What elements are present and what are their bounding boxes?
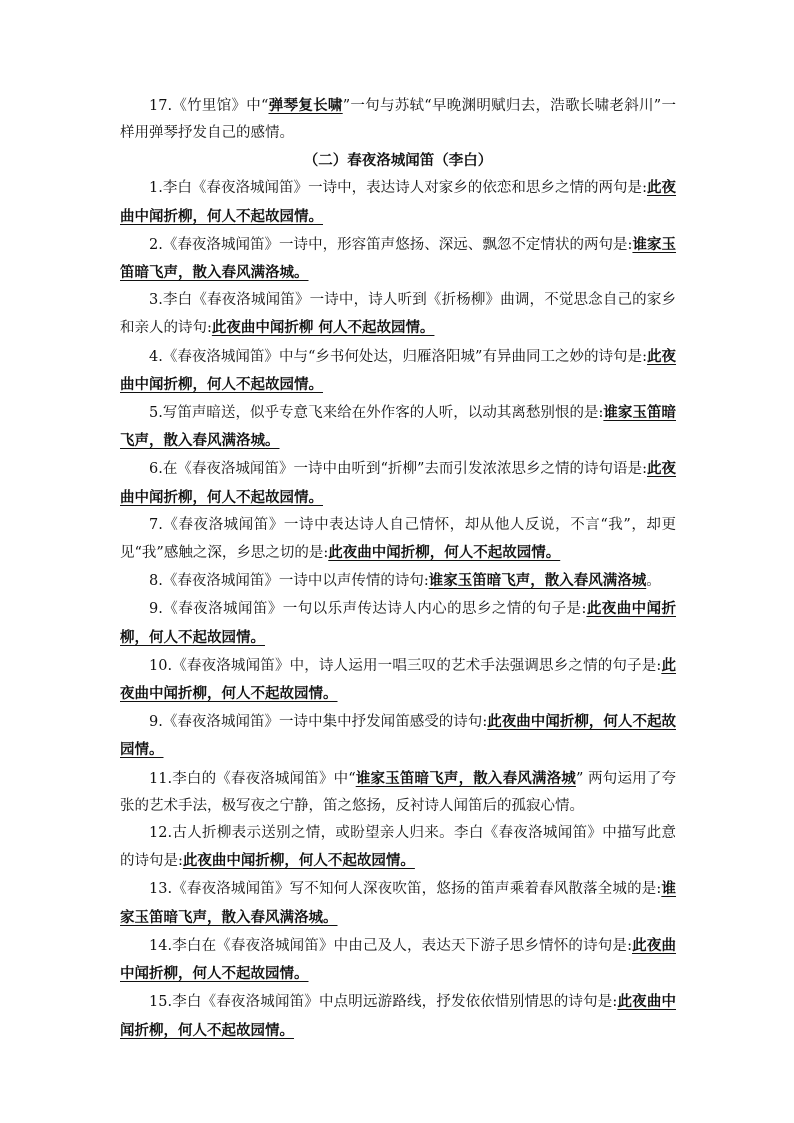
- answer-text: 谁家玉笛暗飞声，散入春风满洛城。: [120, 404, 676, 450]
- question-item: [120, 231, 676, 287]
- question-text: 11.李白的《春夜洛城闻笛》中“: [149, 770, 356, 787]
- question-item: [120, 92, 676, 147]
- answer-text: 此夜曲中闻折柳，何人不起故园情。: [120, 656, 677, 703]
- question-item: [120, 512, 676, 567]
- question-item: [120, 174, 676, 230]
- question-text: 13.《春夜洛城闻笛》写不知何人深夜吹笛，悠扬的笛声乘着春风散落全城的是:: [149, 881, 662, 898]
- question-text: 5.写笛声暗送，似乎专意飞来给在外作客的人听，以动其离愁别恨的是:: [149, 405, 604, 422]
- answer-text: 此夜曲中闻折柳，何人不起故园情。: [182, 852, 415, 870]
- question-item: [120, 988, 676, 1044]
- answer-text: 此夜曲中闻折柳 何人不起故园情。: [211, 319, 435, 337]
- question-text: 8.《春夜洛城闻笛》一诗中以声传情的诗句:: [149, 573, 429, 590]
- question-item: [120, 455, 676, 511]
- question-text: 12.古人折柳表示送别之情，或盼望亲人归来。李白《春夜洛城闻笛》中描写此意的诗句是:: [120, 825, 676, 870]
- section-heading: （二）春夜洛城闻笛（李白）: [303, 152, 493, 170]
- question-text: 9.《春夜洛城闻笛》一诗中集中抒发闻笛感受的诗句:: [149, 714, 488, 731]
- question-text-tail: 。: [646, 573, 661, 590]
- answer-text: 谁家玉笛暗飞声，散入春风满洛城。: [120, 235, 677, 282]
- question-item: [120, 652, 676, 708]
- question-text: 2.《春夜洛城闻笛》一诗中，形容笛声悠扬、深远、飘忽不定情状的两句是:: [149, 236, 633, 253]
- answer-text: 谁家玉笛暗飞声，散入春风满洛城。: [120, 880, 677, 926]
- answer-text: 此夜曲中闻折柳，何人不起故园情。: [120, 713, 676, 759]
- question-text: 3.李白《春夜洛城闻笛》一诗中，诗人听到《折杨柳》曲调，不觉思念自己的家乡和亲人的诗句:: [120, 292, 676, 337]
- answer-text: 此夜曲中闻折柳，何人不起故园情。: [328, 544, 561, 562]
- question-item: [120, 343, 676, 399]
- answer-text: 谁家玉笛暗飞声，散入春风满洛城: [355, 769, 576, 787]
- question-text: 17.《竹里馆》中“: [149, 98, 269, 114]
- answer-text: 此夜曲中闻折柳，何人不起故园情。: [120, 936, 677, 983]
- question-text-tail: ” 两句运用了夸张的艺术手法，极写夜之宁静，笛之悠扬，反衬诗人闻笛后的孤寂心情。: [120, 770, 676, 814]
- question-text: 4.《春夜洛城闻笛》中与“乡书何处达，归雁洛阳城”有异曲同工之妙的诗句是:: [149, 348, 647, 365]
- question-text: 14.李白在《春夜洛城闻笛》中由己及人，表达天下游子思乡情怀的诗句是:: [149, 937, 632, 954]
- question-item: [120, 820, 676, 875]
- answer-text: 此夜曲中闻折柳，何人不起故园情。: [120, 179, 677, 225]
- document-body: [120, 92, 676, 1045]
- question-item: [120, 287, 676, 342]
- question-text-tail: ”一句与苏轼“早晚渊明赋归去，浩歌长啸老斜川”一样用弹琴抒发自己的感情。: [120, 98, 676, 142]
- answer-text: 此夜曲中闻折柳，何人不起故园情。: [120, 993, 677, 1039]
- answer-text: 此夜曲中闻折柳，何人不起故园情。: [120, 600, 677, 646]
- question-item: [120, 932, 676, 988]
- question-text: 1.李白《春夜洛城闻笛》一诗中，表达诗人对家乡的依恋和思乡之情的两句是:: [149, 180, 647, 197]
- question-text: 10.《春夜洛城闻笛》中，诗人运用一唱三叹的艺术手法强调思乡之情的句子是:: [149, 657, 662, 674]
- question-text: 15.李白《春夜洛城闻笛》中点明远游路线，抒发依依惜别情思的诗句是:: [149, 994, 618, 1011]
- question-item: [120, 595, 676, 651]
- question-item: [120, 765, 676, 820]
- answer-text: 弹琴复长啸: [268, 97, 343, 114]
- question-text: 7.《春夜洛城闻笛》一诗中表达诗人自己情怀，却从他人反说，不言“我”，却更见“我”感触之深，乡思之切的是:: [120, 516, 676, 562]
- question-item: [120, 875, 676, 931]
- question-item: [120, 708, 676, 764]
- question-text: 9.《春夜洛城闻笛》一句以乐声传达诗人内心的思乡之情的句子是:: [149, 601, 587, 618]
- answer-text: 谁家玉笛暗飞声，散入春风满洛城: [428, 572, 647, 590]
- answer-text: 此夜曲中闻折柳，何人不起故园情。: [120, 460, 677, 506]
- question-item: [120, 399, 676, 455]
- question-text: 6.在《春夜洛城闻笛》一诗中由听到“折柳”去而引发浓浓思乡之情的诗句语是:: [149, 461, 647, 478]
- question-item: [120, 567, 676, 595]
- answer-text: 此夜曲中闻折柳，何人不起故园情。: [120, 347, 677, 393]
